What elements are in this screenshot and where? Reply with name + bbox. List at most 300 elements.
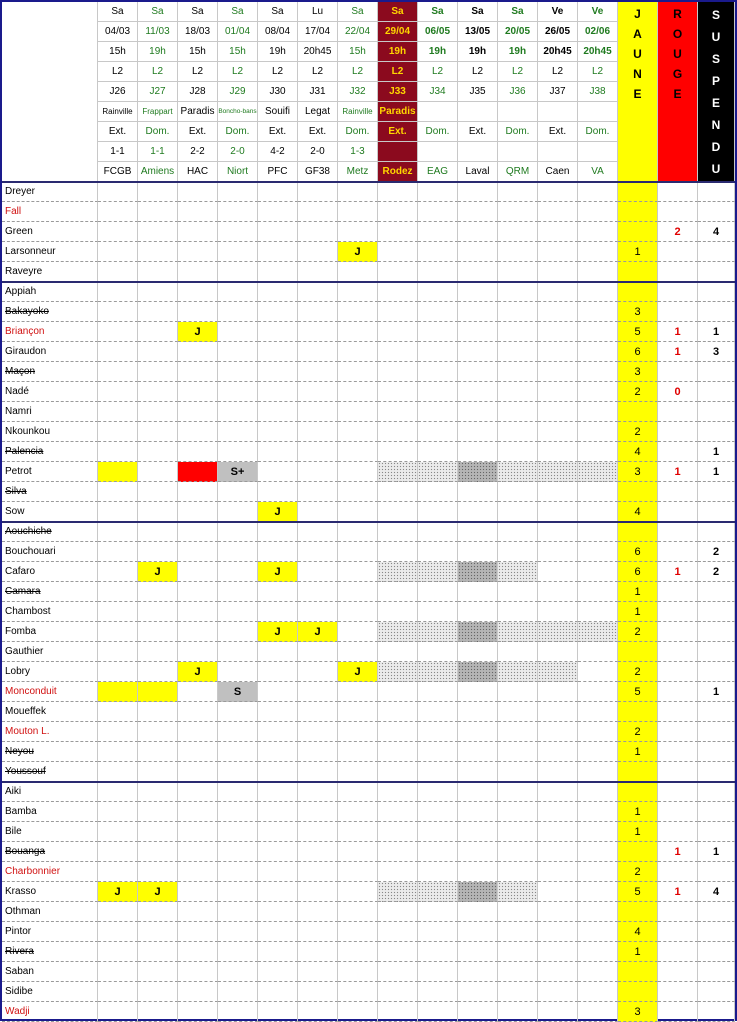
match-cell (378, 762, 418, 782)
match-cell (98, 442, 138, 462)
match-cell (378, 962, 418, 982)
match-cell (218, 282, 258, 302)
yellow-count (618, 182, 658, 202)
player-name: Mouton L. (2, 722, 98, 742)
match-cell (458, 202, 498, 222)
match-cell (178, 282, 218, 302)
match-cell (138, 902, 178, 922)
header-round-34: J34 (418, 82, 458, 102)
match-cell (298, 682, 338, 702)
match-cell (538, 782, 578, 802)
header-date-31: 17/04 (298, 22, 338, 42)
player-name: Petrot (2, 462, 98, 482)
header-day-38: Ve (578, 2, 618, 22)
red-count: 0 (658, 382, 698, 402)
match-cell (298, 342, 338, 362)
match-cell: J (338, 242, 378, 262)
match-cell (178, 262, 218, 282)
match-cell (418, 982, 458, 1002)
header-opponent-26: FCGB (98, 162, 138, 182)
match-cell (258, 682, 298, 702)
match-cell (538, 842, 578, 862)
match-cell (98, 582, 138, 602)
player-name: Raveyre (2, 262, 98, 282)
match-cell (418, 742, 458, 762)
match-cell (498, 182, 538, 202)
player-name: Sidibe (2, 982, 98, 1002)
match-cell (258, 982, 298, 1002)
player-name: Monconduit (2, 682, 98, 702)
match-cell (378, 722, 418, 742)
header-day-28: Sa (178, 2, 218, 22)
match-cell (258, 362, 298, 382)
suspension-count (698, 182, 735, 202)
player-name: Wadji (2, 1002, 98, 1022)
match-cell (498, 402, 538, 422)
header-day-36: Sa (498, 2, 538, 22)
suspension-count (698, 482, 735, 502)
match-cell (338, 762, 378, 782)
match-cell (138, 622, 178, 642)
match-cell (98, 642, 138, 662)
header-ref-29: Boncho-bans (218, 102, 258, 122)
match-cell (378, 282, 418, 302)
header-day-30: Sa (258, 2, 298, 22)
match-cell (98, 362, 138, 382)
suspendu-header-letter: S (711, 52, 720, 66)
suspension-count (698, 862, 735, 882)
suspendu-header (698, 2, 735, 182)
match-cell (138, 982, 178, 1002)
match-cell (138, 402, 178, 422)
match-cell (138, 802, 178, 822)
match-cell (258, 202, 298, 222)
header-ref-27: Frappart (138, 102, 178, 122)
header-score-31: 2-0 (298, 142, 338, 162)
suspension-count: 1 (698, 682, 735, 702)
match-cell (138, 1002, 178, 1022)
match-cell (138, 382, 178, 402)
match-cell (98, 802, 138, 822)
match-cell (578, 622, 618, 642)
header-round-33: J33 (378, 82, 418, 102)
match-cell (378, 822, 418, 842)
match-cell (338, 1002, 378, 1022)
player-name: Bamba (2, 802, 98, 822)
suspension-count (698, 502, 735, 522)
match-cell (338, 482, 378, 502)
match-cell (98, 842, 138, 862)
match-cell (218, 822, 258, 842)
red-count (658, 922, 698, 942)
match-cell (218, 782, 258, 802)
jaune-header-letter: U (633, 47, 642, 61)
match-cell (498, 862, 538, 882)
match-cell (458, 842, 498, 862)
match-cell (338, 222, 378, 242)
suspension-count: 3 (698, 342, 735, 362)
red-count (658, 542, 698, 562)
match-cell (458, 882, 498, 902)
match-cell (418, 802, 458, 822)
header-ref-37 (538, 102, 578, 122)
match-cell (378, 582, 418, 602)
match-cell (218, 262, 258, 282)
match-cell (138, 442, 178, 462)
match-cell (178, 762, 218, 782)
match-cell: J (138, 562, 178, 582)
match-cell (338, 622, 378, 642)
match-cell (418, 842, 458, 862)
red-count: 1 (658, 322, 698, 342)
yellow-count (618, 702, 658, 722)
match-cell (258, 322, 298, 342)
match-cell (578, 982, 618, 1002)
match-cell (178, 982, 218, 1002)
suspension-count (698, 302, 735, 322)
header-ref-26: Rainville (98, 102, 138, 122)
match-cell (538, 542, 578, 562)
yellow-count: 2 (618, 662, 658, 682)
match-cell (578, 722, 618, 742)
match-cell (178, 182, 218, 202)
match-cell (378, 802, 418, 822)
match-cell (578, 302, 618, 322)
suspension-count (698, 782, 735, 802)
match-cell (458, 722, 498, 742)
match-cell (98, 302, 138, 322)
suspendu-header-letter: U (711, 30, 721, 44)
match-cell (218, 222, 258, 242)
match-cell (378, 882, 418, 902)
red-count: 1 (658, 342, 698, 362)
match-cell (458, 402, 498, 422)
match-cell (498, 942, 538, 962)
match-cell (258, 182, 298, 202)
match-cell (338, 262, 378, 282)
match-cell (418, 622, 458, 642)
header-round-36: J36 (498, 82, 538, 102)
header-ref-34 (418, 102, 458, 122)
suspension-count (698, 202, 735, 222)
yellow-count (618, 902, 658, 922)
match-cell (498, 782, 538, 802)
match-cell (458, 602, 498, 622)
header-date-37: 26/05 (538, 22, 578, 42)
header-score-35 (458, 142, 498, 162)
match-cell (498, 322, 538, 342)
match-cell (578, 262, 618, 282)
suspension-count (698, 702, 735, 722)
suspension-count: 1 (698, 322, 735, 342)
match-cell (338, 862, 378, 882)
yellow-count: 1 (618, 802, 658, 822)
header-time-38: 20h45 (578, 42, 618, 62)
match-cell (418, 762, 458, 782)
match-cell (178, 942, 218, 962)
group-separator (2, 521, 735, 523)
header-corner (2, 2, 98, 182)
header-ref-30: Souifi (258, 102, 298, 122)
match-cell (578, 642, 618, 662)
match-cell (298, 762, 338, 782)
match-cell (418, 382, 458, 402)
header-day-34: Sa (418, 2, 458, 22)
yellow-count: 1 (618, 602, 658, 622)
match-cell (98, 562, 138, 582)
yellow-count: 2 (618, 382, 658, 402)
red-count (658, 722, 698, 742)
match-cell: J (338, 662, 378, 682)
match-cell (178, 202, 218, 222)
match-cell (498, 422, 538, 442)
match-cell (138, 682, 178, 702)
match-cell (538, 822, 578, 842)
suspension-count (698, 742, 735, 762)
match-cell (418, 542, 458, 562)
match-cell (218, 922, 258, 942)
header-date-34: 06/05 (418, 22, 458, 42)
match-cell: J (178, 662, 218, 682)
header-venue-28: Ext. (178, 122, 218, 142)
suspension-count (698, 362, 735, 382)
match-cell (338, 402, 378, 422)
player-name: Saban (2, 962, 98, 982)
match-cell (218, 602, 258, 622)
header-score-34 (418, 142, 458, 162)
match-cell (418, 782, 458, 802)
match-cell (138, 822, 178, 842)
match-cell (138, 182, 178, 202)
match-cell (98, 222, 138, 242)
match-cell (138, 722, 178, 742)
match-cell (178, 722, 218, 742)
match-cell (578, 522, 618, 542)
header-league-36: L2 (498, 62, 538, 82)
suspension-count (698, 522, 735, 542)
red-count (658, 682, 698, 702)
match-cell (498, 922, 538, 942)
match-cell (98, 862, 138, 882)
header-league-37: L2 (538, 62, 578, 82)
match-cell (418, 462, 458, 482)
match-cell (98, 262, 138, 282)
match-cell (98, 682, 138, 702)
match-cell (378, 422, 418, 442)
match-cell (218, 482, 258, 502)
header-venue-31: Ext. (298, 122, 338, 142)
suspension-count (698, 642, 735, 662)
match-cell (418, 642, 458, 662)
match-cell (298, 782, 338, 802)
match-cell (98, 542, 138, 562)
red-count: 2 (658, 222, 698, 242)
match-cell: J (298, 622, 338, 642)
red-count (658, 942, 698, 962)
header-score-28: 2-2 (178, 142, 218, 162)
match-cell (498, 262, 538, 282)
match-cell (258, 542, 298, 562)
match-cell (418, 562, 458, 582)
player-name: Othman (2, 902, 98, 922)
match-cell (458, 662, 498, 682)
red-count (658, 1002, 698, 1022)
player-name: Palencia (2, 442, 98, 462)
player-name: Aouchiche (2, 522, 98, 542)
match-cell (218, 962, 258, 982)
yellow-count: 1 (618, 242, 658, 262)
red-count (658, 822, 698, 842)
header-time-36: 19h (498, 42, 538, 62)
match-cell (298, 582, 338, 602)
header-round-26: J26 (98, 82, 138, 102)
red-count (658, 402, 698, 422)
match-cell (258, 762, 298, 782)
yellow-count: 1 (618, 742, 658, 762)
match-cell (578, 662, 618, 682)
match-cell (418, 902, 458, 922)
header-date-28: 18/03 (178, 22, 218, 42)
match-cell (458, 442, 498, 462)
match-cell (378, 682, 418, 702)
match-cell (578, 502, 618, 522)
suspension-count (698, 262, 735, 282)
match-cell (338, 202, 378, 222)
match-cell (138, 862, 178, 882)
jaune-header (618, 2, 658, 182)
header-day-31: Lu (298, 2, 338, 22)
match-cell (458, 222, 498, 242)
match-cell (298, 242, 338, 262)
match-cell (218, 562, 258, 582)
match-cell (538, 302, 578, 322)
red-count (658, 802, 698, 822)
match-cell (498, 562, 538, 582)
match-cell (298, 822, 338, 842)
match-cell (418, 942, 458, 962)
header-time-27: 19h (138, 42, 178, 62)
match-cell (578, 902, 618, 922)
player-name: Briançon (2, 322, 98, 342)
match-cell (538, 262, 578, 282)
match-cell (178, 342, 218, 362)
header-score-30: 4-2 (258, 142, 298, 162)
match-cell (298, 982, 338, 1002)
match-cell (378, 522, 418, 542)
match-cell (378, 442, 418, 462)
match-cell (498, 822, 538, 842)
match-cell (338, 302, 378, 322)
match-cell (178, 562, 218, 582)
match-cell (298, 202, 338, 222)
header-time-33: 19h (378, 42, 418, 62)
match-cell (458, 282, 498, 302)
match-cell (498, 362, 538, 382)
match-cell (138, 962, 178, 982)
header-score-36 (498, 142, 538, 162)
header-league-34: L2 (418, 62, 458, 82)
match-cell (218, 182, 258, 202)
match-cell (418, 422, 458, 442)
match-cell (138, 362, 178, 382)
match-cell (338, 542, 378, 562)
match-cell (98, 922, 138, 942)
match-cell (298, 942, 338, 962)
match-cell (458, 342, 498, 362)
suspension-count (698, 822, 735, 842)
match-cell (338, 922, 378, 942)
match-cell (258, 302, 298, 322)
yellow-count (618, 762, 658, 782)
match-cell (98, 522, 138, 542)
match-cell (418, 502, 458, 522)
match-cell (258, 822, 298, 842)
match-cell (418, 282, 458, 302)
red-count: 1 (658, 842, 698, 862)
yellow-count: 2 (618, 862, 658, 882)
match-cell (98, 182, 138, 202)
header-date-36: 20/05 (498, 22, 538, 42)
header-day-27: Sa (138, 2, 178, 22)
match-cell (178, 962, 218, 982)
player-name: Charbonnier (2, 862, 98, 882)
rouge-header-letter: R (673, 7, 682, 21)
match-cell (458, 822, 498, 842)
match-cell (498, 762, 538, 782)
match-cell (218, 702, 258, 722)
match-cell (98, 282, 138, 302)
match-cell (178, 502, 218, 522)
match-cell (138, 242, 178, 262)
match-cell (538, 222, 578, 242)
match-cell (298, 602, 338, 622)
match-cell (258, 722, 298, 742)
match-cell (578, 602, 618, 622)
match-cell (338, 182, 378, 202)
header-round-37: J37 (538, 82, 578, 102)
match-cell (538, 322, 578, 342)
suspension-count (698, 582, 735, 602)
match-cell (218, 362, 258, 382)
header-opponent-37: Caen (538, 162, 578, 182)
match-cell (378, 602, 418, 622)
match-cell (178, 362, 218, 382)
header-score-33 (378, 142, 418, 162)
match-cell (418, 202, 458, 222)
match-cell (258, 462, 298, 482)
header-league-28: L2 (178, 62, 218, 82)
header-score-32: 1-3 (338, 142, 378, 162)
red-count (658, 742, 698, 762)
match-cell (418, 702, 458, 722)
header-time-29: 15h (218, 42, 258, 62)
match-cell (218, 662, 258, 682)
match-cell (418, 442, 458, 462)
red-count (658, 902, 698, 922)
yellow-count: 2 (618, 422, 658, 442)
match-cell (538, 382, 578, 402)
yellow-count: 6 (618, 542, 658, 562)
header-time-30: 19h (258, 42, 298, 62)
match-cell (298, 502, 338, 522)
suspension-count (698, 1002, 735, 1022)
match-cell (538, 1002, 578, 1022)
match-cell (498, 662, 538, 682)
match-cell (218, 1002, 258, 1022)
player-name: Bouchouari (2, 542, 98, 562)
player-name: Pintor (2, 922, 98, 942)
match-cell (498, 462, 538, 482)
